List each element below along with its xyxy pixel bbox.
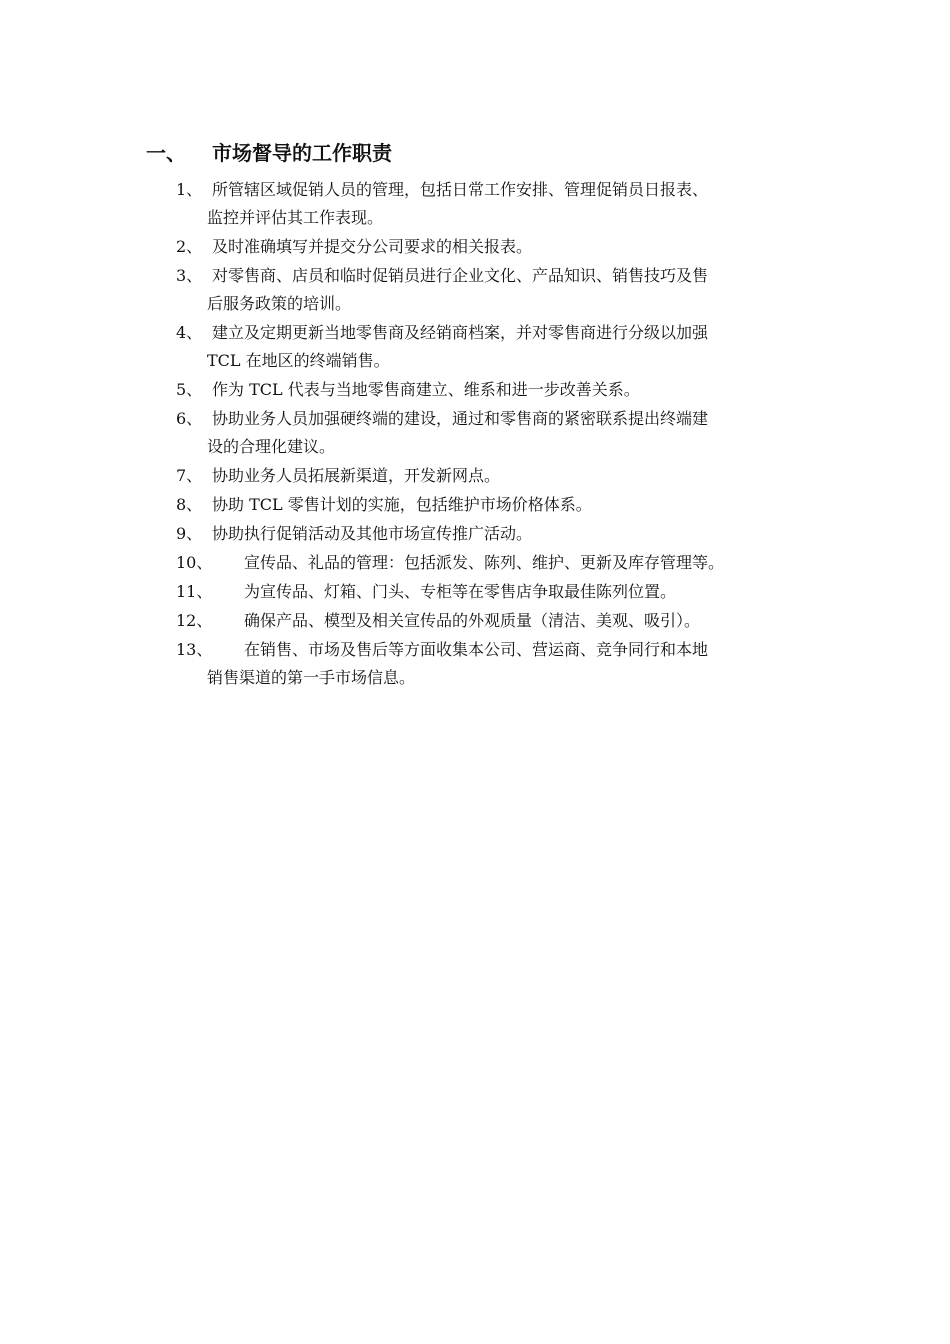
item-number: 5、 bbox=[176, 380, 203, 399]
list-item bbox=[176, 376, 816, 404]
item-text-continued: 销售渠道的第一手市场信息。 bbox=[207, 668, 416, 687]
list-item bbox=[176, 578, 816, 606]
item-text: 为宣传品、灯箱、门头、专柜等在零售店争取最佳陈列位置。 bbox=[244, 582, 677, 601]
item-text: 协助执行促销活动及其他市场宣传推广活动。 bbox=[212, 524, 533, 543]
item-text: 宣传品、礼品的管理：包括派发、陈列、维护、更新及库存管理等。 bbox=[244, 553, 725, 572]
item-text: 协助业务人员加强硬终端的建设，通过和零售商的紧密联系提出终端建 bbox=[212, 409, 709, 428]
item-number: 13、 bbox=[176, 640, 213, 659]
item-number: 1、 bbox=[176, 180, 203, 199]
item-number: 9、 bbox=[176, 524, 203, 543]
section-number: 一、 bbox=[146, 141, 186, 165]
list-item bbox=[176, 462, 816, 490]
list-item bbox=[176, 262, 816, 318]
list-item bbox=[176, 607, 816, 635]
list-item bbox=[176, 549, 816, 577]
item-number: 2、 bbox=[176, 237, 203, 256]
list-item bbox=[176, 491, 816, 519]
item-number: 3、 bbox=[176, 266, 203, 285]
item-text: 所管辖区域促销人员的管理，包括日常工作安排、管理促销员日报表、 bbox=[212, 180, 709, 199]
item-number: 11、 bbox=[176, 582, 213, 601]
item-text: 建立及定期更新当地零售商及经销商档案，并对零售商进行分级以加强 bbox=[212, 323, 709, 342]
list-item bbox=[176, 176, 816, 232]
item-text: 在销售、市场及售后等方面收集本公司、营运商、竞争同行和本地 bbox=[244, 640, 709, 659]
item-number: 12、 bbox=[176, 611, 213, 630]
list-item bbox=[176, 636, 816, 692]
section-heading bbox=[146, 138, 846, 168]
item-text-continued: 设的合理化建议。 bbox=[207, 437, 336, 456]
item-number: 8、 bbox=[176, 495, 203, 514]
item-number: 6、 bbox=[176, 409, 203, 428]
item-text: 协助业务人员拓展新渠道，开发新网点。 bbox=[212, 466, 501, 485]
list-item bbox=[176, 520, 816, 548]
list-item bbox=[176, 319, 816, 375]
item-number: 7、 bbox=[176, 466, 203, 485]
list-item bbox=[176, 233, 816, 261]
item-text-continued: 后服务政策的培训。 bbox=[207, 294, 352, 313]
item-number: 10、 bbox=[176, 553, 213, 572]
item-number: 4、 bbox=[176, 323, 203, 342]
item-text: 对零售商、店员和临时促销员进行企业文化、产品知识、销售技巧及售 bbox=[212, 266, 709, 285]
item-text-continued: 监控并评估其工作表现。 bbox=[207, 208, 384, 227]
item-text: 及时准确填写并提交分公司要求的相关报表。 bbox=[212, 237, 533, 256]
list-item bbox=[176, 405, 816, 461]
item-text-continued: TCL 在地区的终端销售。 bbox=[207, 351, 390, 370]
item-text: 协助 TCL 零售计划的实施，包括维护市场价格体系。 bbox=[212, 495, 592, 514]
section-title: 市场督导的工作职责 bbox=[212, 141, 392, 165]
item-text: 作为 TCL 代表与当地零售商建立、维系和进一步改善关系。 bbox=[212, 380, 640, 399]
item-text: 确保产品、模型及相关宣传品的外观质量（清洁、美观、吸引）。 bbox=[244, 611, 701, 630]
duty-list bbox=[176, 176, 816, 693]
